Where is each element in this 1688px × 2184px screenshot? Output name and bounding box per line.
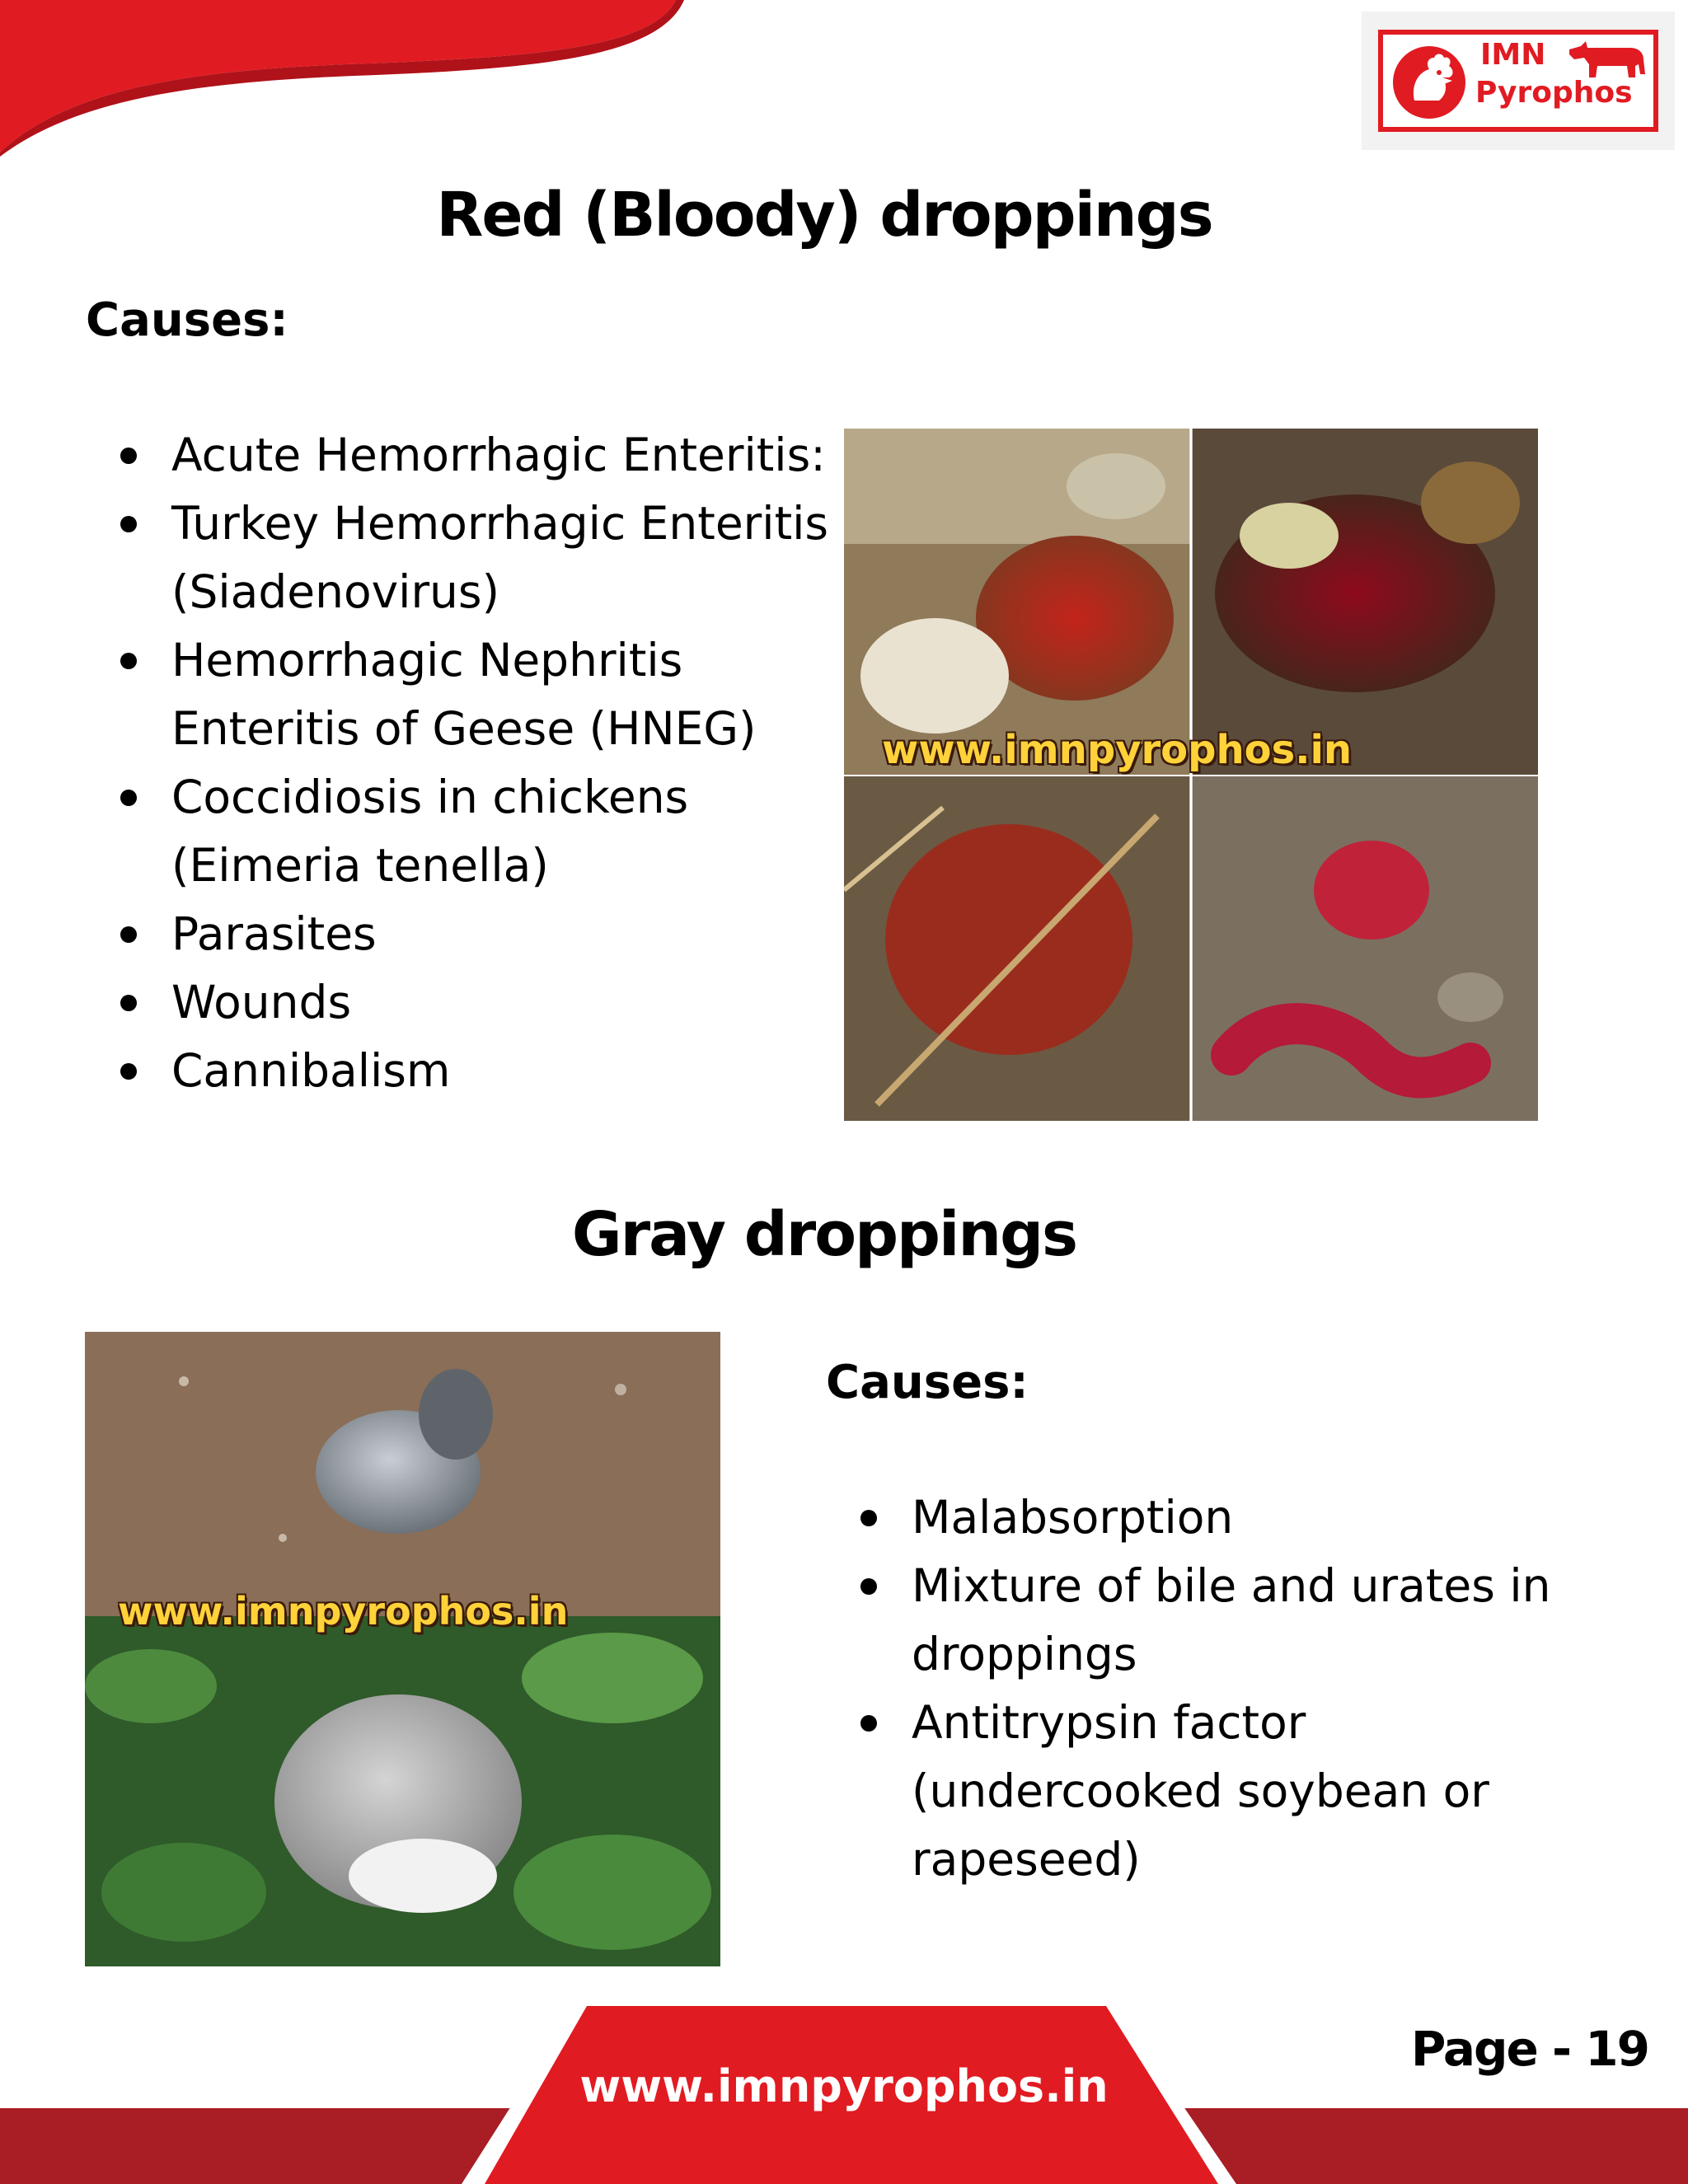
gray-droppings-photo [85, 1332, 720, 1966]
list-item: Parasites [117, 900, 834, 968]
list-item: Malabsorption [857, 1483, 1582, 1552]
top-decorative-swoosh [0, 0, 684, 157]
gray-droppings-photo-collage [85, 1332, 720, 1966]
list-item: Cannibalism [117, 1037, 834, 1105]
list-item: Turkey Hemorrhagic Enteritis (Siadenovirus) [117, 490, 834, 626]
footer-website-link[interactable]: www.imnpyrophos.in [579, 2060, 1109, 2112]
list-item: Antitrypsin factor (undercooked soybean or rapeseed) [857, 1689, 1582, 1894]
gray-droppings-title: Gray droppings [571, 1199, 1077, 1270]
list-item: Mixture of bile and urates in droppings [857, 1552, 1582, 1689]
list-item: Wounds [117, 968, 834, 1037]
list-item: Acute Hemorrhagic Enteritis: [117, 421, 834, 490]
red-causes-label: Causes: [86, 293, 288, 347]
gray-causes-label: Causes: [826, 1356, 1029, 1409]
list-item: Coccidiosis in chickens (Eimeria tenella) [117, 763, 834, 900]
red-droppings-photo [844, 429, 1538, 1121]
brand-logo [1362, 12, 1675, 150]
photo-watermark: www.imnpyrophos.in [118, 1589, 569, 1633]
logo-text-line1: IMN [1480, 38, 1546, 72]
gray-causes-list [857, 1483, 1582, 1894]
red-droppings-title: Red (Bloody) droppings [436, 180, 1212, 251]
cow-icon [1564, 38, 1650, 81]
page-number: Page - 19 [1410, 2021, 1648, 2077]
red-causes-list [117, 421, 834, 1105]
photo-watermark: www.imnpyrophos.in [882, 727, 1353, 773]
list-item: Hemorrhagic Nephritis Enteritis of Geese (HNEG) [117, 626, 834, 763]
logo-text-line2: Pyrophos [1475, 76, 1633, 110]
red-droppings-photo-collage [844, 429, 1538, 1121]
logo-frame [1378, 30, 1658, 132]
rooster-icon [1390, 43, 1469, 122]
